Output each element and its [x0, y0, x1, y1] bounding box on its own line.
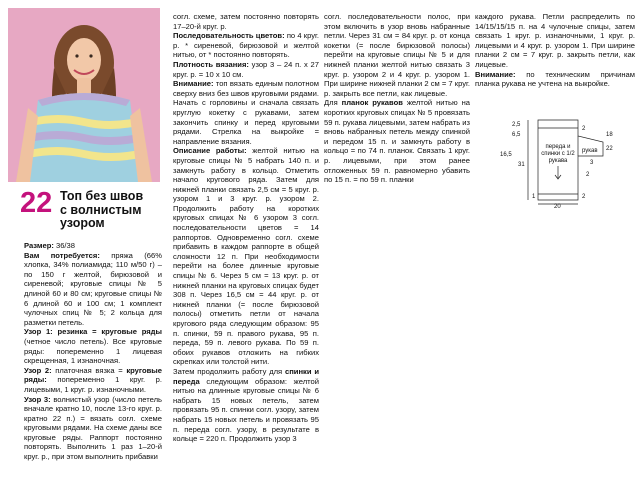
pattern2-bold: круговые ряды:: [24, 365, 162, 385]
pattern1-label: Узор 1:: [24, 327, 53, 337]
column-2: [173, 12, 319, 478]
size-value: 36/38: [53, 241, 75, 250]
note-text: по техническим причинам планка рукава не учтена на выкройке.: [475, 69, 635, 89]
sleeve-bold: планок рукавов: [341, 98, 403, 108]
dim-label-7: 3: [590, 160, 594, 166]
materials-label: Вам потребуется:: [24, 250, 100, 260]
density-label: Плотность вязания:: [173, 59, 249, 69]
note-label: Внимание:: [475, 69, 516, 79]
description-label: Описание работы:: [173, 146, 247, 156]
col2-intro: согл. схеме, затем постоянно повторять 17–20-й круг. р.: [173, 12, 319, 31]
color-sequence-text: по 4 круг. р. * сиреневой, бирюзовой и желтой нитью, от * постоянно повторять.: [173, 31, 319, 60]
col4-intro: каждого рукава. Петли распределить по 14/15/15/15 п. на 4 чулочные спицы, затем связать 1 круг. р. изнаночными, 1 круг. р. лицевыми и 4 круг. р. узором 1. При ширине планки 2 см = 7 круг. р. закрыть петли, как лицевые.: [475, 12, 635, 69]
dim-label-10: 2: [582, 194, 586, 200]
attention-label: Внимание:: [173, 79, 214, 89]
sleeve-label: рукав: [582, 148, 598, 154]
dim-label-8: 1: [532, 194, 536, 200]
column-4: [475, 12, 635, 112]
pattern-title: Топ без швов с волнистым узором: [60, 189, 144, 230]
dim-label-5: 22: [606, 146, 613, 152]
dim-label-12: 16,5: [500, 152, 512, 158]
column-3: [324, 12, 470, 252]
main-piece-label: переда и спинки с 1/2 рукава: [541, 144, 575, 164]
dim-label-6: 20: [554, 204, 561, 208]
pattern2-prefix: платочная вязка =: [51, 365, 127, 375]
pattern-number: 22: [20, 187, 53, 219]
description-text: желтой нитью на круговые спицы № 5 набрать 140 п. и замкнуть работу в кольцо. Отметить начало кругового ряда. Затем для нижней планки связать 2,5 см = 5 круг. р. узором 1 и 3 круг. р. узором 2. Продолжить работу на коротких круговых спицах № 6 узором 3 согл. последовательности цветов = 14 раппортов. Одновременно согл. схеме прибавить в каждом раппорте в общей сложности 12 п. При необходимости перейти на более длинные круговые спицы № 6. Через 5 см = 13 круг. р. от нижней планки на круговых спицах будет 308 п. Через 16,5 см = 44 круг. р. от нижней планки (= после бирюзовой полосы) отметить петли от начала кругового ряда следующим образом: 95 п. спинки, 59 п. правого рукава, 95 п. переда, 59 п. левого рукава. По 59 п. обоих рукавов отложить на гибких скрепках или толстой нити.: [173, 146, 319, 367]
sleeve-prefix: Для: [324, 98, 342, 108]
model-photo: [8, 8, 160, 182]
pattern1-text: (четное число петель). Все круговые ряды: попеременно 1 лицевая скрещенная, 1 изнаночная.: [24, 336, 162, 366]
attention-text: топ вязать единым полотном сверху вниз без швов круговыми рядами. Начать с горловины и сначала связать круглую кокетку с рукавами, затем закончить спинку и перед круговыми рядами. Стрелка на выкройке = направление вязания.: [173, 79, 319, 146]
pattern3-label: Узор 3:: [24, 394, 51, 404]
pattern2-text: попеременно 1 круг. р. лицевыми, 1 круг. р. изнаночными.: [24, 375, 162, 394]
pattern2-label: Узор 2:: [24, 365, 52, 375]
dim-label-4: 31: [518, 162, 525, 168]
size-label: Размер:: [24, 241, 54, 250]
dim-label-1: 2,5: [512, 122, 521, 128]
col3-intro: согл. последовательности полос, при этом включить в узор вновь набранные петли. Через 31 см = 84 круг. р. от конца кокетки (= после бирюзовой полосы) перейти на круговые спицы № 5 и для нижней планки желтой нитью связать 3 круг. р. узором 2 и 4 круг. р. узором 1. При ширине нижней планки 2 см = 7 круг. р. закрыть все петли, как лицевые.: [324, 12, 470, 98]
column-1: [24, 241, 162, 477]
dim-label-11: 2: [586, 172, 590, 178]
dim-label-2: 6,5: [512, 132, 521, 138]
density-text: узор 3 – 24 п. x 27 круг. р. = 10 x 10 см.: [173, 59, 319, 79]
body-intro: Затем продолжить работу для: [173, 366, 285, 376]
body-bold: спинки и переда: [173, 366, 319, 386]
body-text: следующим образом: желтой нитью на длинные круговые спицы № 6 набрать 15 новых петель, затем провязать 95 п. спинки согл. узору, затем набрать 15 новых петель и провязать 95 п. переда согл. узору, в результате в кольце = 220 п. Продолжить узор 3: [173, 376, 319, 444]
pattern3-text: волнистый узор (число петель вначале кратно 10, после 13-го круг. р. кратно 22 п.) = вязать согл. схеме круговыми рядами. На схеме даны все круговые ряды. Раппорт постоянно повторять. Выполнить 1 раз 1–20-й круг. р., при этом выполнить прибавки: [24, 394, 162, 462]
pattern1-bold: резинка = круговые ряды: [52, 327, 162, 337]
pattern-schematic: [498, 116, 640, 208]
materials-text: пряжа (66% хлопка, 34% полиамида; 110 м/50 г) – по 150 г желтой, бирюзовой и сиреневой; круговые спицы № 5 длиной 60 и 80 см; круговые спицы № 6 длиной 60 и 100 см; 1 комплект чулочных спиц № 5; 2 кольца для разметки петель.: [24, 250, 162, 327]
color-sequence-label: Последовательность цветов:: [173, 31, 285, 41]
dim-label-3: 18: [606, 132, 613, 138]
dim-label-9: 2: [582, 126, 586, 132]
sleeve-text: желтой нитью на коротких круговых спицах № 5 провязать 59 п. рукава лицевыми, затем набрать из вновь набранных петель между спинкой и передом 15 п. и замкнуть работу в кольцо = по 74 п. планок. Связать 1 круг. р. лицевыми, при этом ранее отложенных 59 п. равномерно убавить по 15 п. = по 59 п. планки: [324, 98, 470, 185]
